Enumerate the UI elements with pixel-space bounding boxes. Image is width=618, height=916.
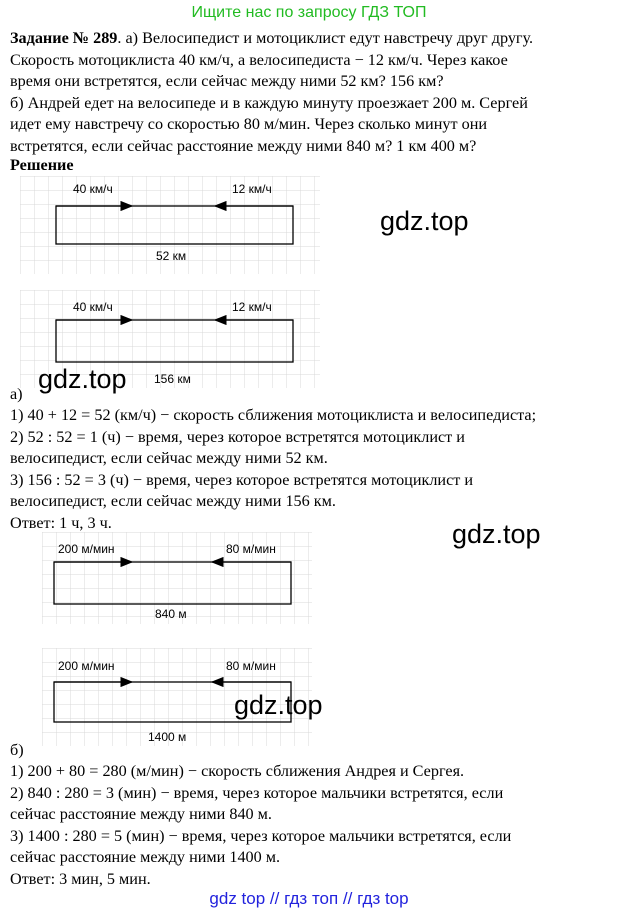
watermark: gdz.top (452, 519, 541, 549)
diagram-52km (20, 176, 320, 274)
footer-links: gdz top // гдз топ // гдз top (209, 889, 409, 908)
right-speed: 12 км/ч (232, 182, 272, 196)
watermark: gdz.top (380, 206, 469, 236)
distance-label: 52 км (156, 249, 187, 263)
left-speed: 40 км/ч (73, 182, 113, 196)
top-banner: Ищите нас по запросу ГДЗ ТОП (191, 4, 427, 21)
part-a-answer: Ответ: 1 ч, 3 ч. (10, 514, 112, 532)
task-line-6: встретятся, если сейчас расстояние между ними 840 м? 1 км 400 м? (10, 137, 477, 155)
part-b-label: б) (10, 741, 24, 759)
task-title: Задание № 289 (10, 29, 118, 47)
task-line-5: идет ему навстречу со скоростью 80 м/мин. Через сколько минут они (10, 115, 488, 134)
part-a-line-2: 2) 52 : 52 = 1 (ч) − время, через которое встретятся мотоциклист и (10, 427, 465, 446)
task-line-4: б) Андрей едет на велосипеде и в каждую минуту проезжает 200 м. Сергей (10, 93, 528, 112)
right-speed: 80 м/мин (226, 542, 276, 556)
right-speed: 12 км/ч (232, 300, 272, 314)
left-speed: 40 км/ч (73, 300, 113, 314)
part-b-line-2: 2) 840 : 280 = 3 (мин) − время, через которое мальчики встретятся, если (10, 783, 504, 802)
diagram-840m (42, 532, 312, 624)
task-line-3: время они встретятся, если сейчас между ними 52 км? 156 км? (10, 72, 444, 91)
part-a-label: а) (10, 385, 23, 403)
part-b-line-1: 1) 200 + 80 = 280 (м/мин) − скорость сближения Андрея и Сергея. (10, 762, 465, 780)
solution-heading: Решение (10, 156, 74, 174)
part-a-line-3: велосипедист, если сейчас между ними 52 км. (10, 449, 328, 468)
watermark: gdz.top (38, 364, 127, 394)
watermark: gdz.top (234, 690, 323, 720)
left-speed: 200 м/мин (58, 542, 115, 556)
part-a-line-5: велосипедист, если сейчас между ними 156 км. (10, 492, 336, 511)
part-b-line-4: 3) 1400 : 280 = 5 (мин) − время, через которое мальчики встретятся, если (10, 826, 512, 845)
task-line-1-text: . а) Велосипедист и мотоциклист едут навстречу друг другу. (117, 29, 534, 47)
part-b-line-5: сейчас расстояние между ними 1400 м. (10, 848, 281, 867)
distance-label: 840 м (155, 607, 187, 621)
part-a-line-1: 1) 40 + 12 = 52 (км/ч) − скорость сближения мотоциклиста и велосипедиста; (10, 406, 537, 424)
part-b-answer: Ответ: 3 мин, 5 мин. (10, 870, 151, 888)
distance-label: 1400 м (148, 730, 187, 744)
distance-label: 156 км (154, 372, 191, 386)
part-b-line-3: сейчас расстояние между ними 840 м. (10, 805, 272, 824)
right-speed: 80 м/мин (226, 659, 276, 673)
part-a-line-4: 3) 156 : 52 = 3 (ч) − время, через которое встретятся мотоциклист и (10, 470, 474, 489)
task-line-2: Скорость мотоциклиста 40 км/ч, а велосипедиста − 12 км/ч. Через какое (10, 50, 508, 69)
task-line-1 (10, 28, 614, 50)
left-speed: 200 м/мин (58, 659, 115, 673)
